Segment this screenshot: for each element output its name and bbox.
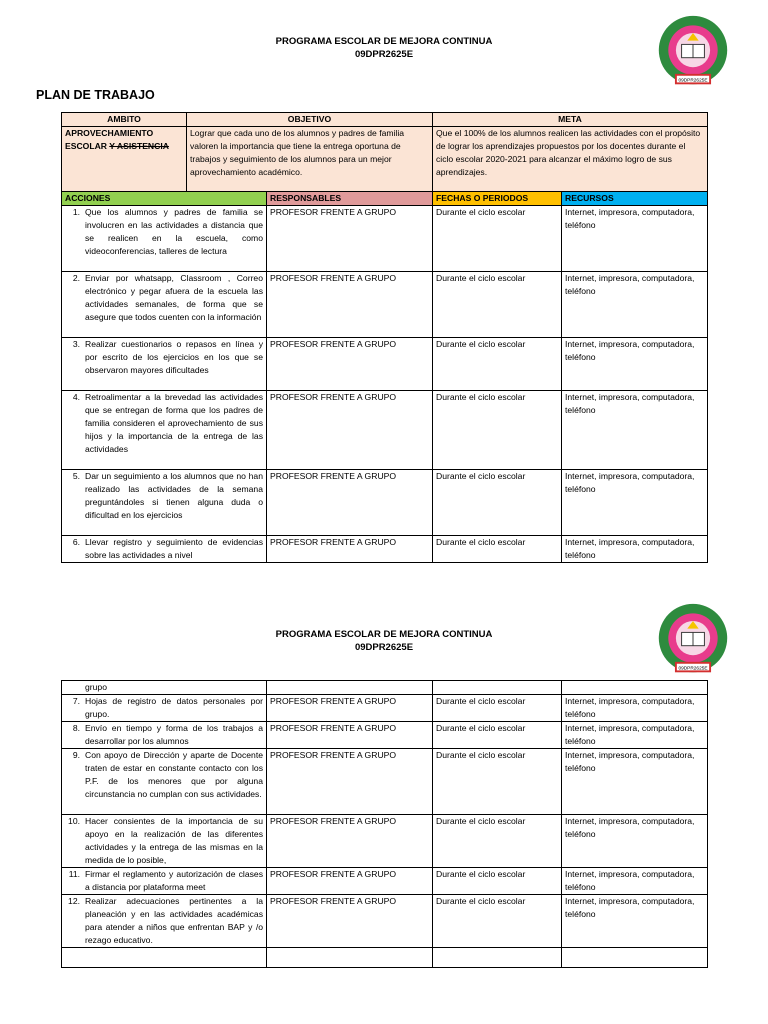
- meta-cell: Que el 100% de los alumnos realicen las actividades con el propósito de lograr los aprendizajes propuestos por los docentes durante el ciclo escolar 2020-2021 para alcanzar el máximo logro de sus aprendizajes.: [433, 127, 708, 192]
- action-number: 2.: [72, 273, 80, 283]
- school-code: 09DPR2625E: [354, 642, 414, 653]
- table-row: [62, 206, 708, 272]
- action-cell: [62, 206, 267, 272]
- recursos-cell: Internet, impresora, computadora, teléfono: [562, 722, 708, 749]
- responsable-cell: PROFESOR FRENTE A GRUPO: [267, 695, 433, 722]
- recursos-cell: Internet, impresora, computadora, teléfono: [562, 391, 708, 470]
- meta-header: META: [433, 113, 708, 127]
- action-text: Con apoyo de Dirección y aparte de Docente traten de estar en constante contacto con los P.F. de los menores que por alguna circunstancia no cumplan con sus actividades.: [85, 750, 263, 799]
- action-number: 6.: [72, 537, 80, 547]
- ambito-row: [62, 127, 708, 192]
- action-cell: [62, 536, 267, 563]
- objetivo-cell: Lograr que cada uno de los alumnos y padres de familia valoren la importancia que tiene la entrega oportuna de trabajos y seguimiento de los alumnos para un mejor aprovechamiento académico.: [187, 127, 433, 192]
- action-cell: [62, 391, 267, 470]
- ambito-struck-text: Y ASISTENCIA: [109, 141, 169, 151]
- recursos-cell: Internet, impresora, computadora, teléfono: [562, 536, 708, 563]
- header-row: [62, 113, 708, 127]
- responsable-cell: PROFESOR FRENTE A GRUPO: [267, 536, 433, 563]
- table-row: [62, 815, 708, 868]
- school-code: 09DPR2625E: [354, 49, 414, 60]
- responsable-cell: PROFESOR FRENTE A GRUPO: [267, 470, 433, 536]
- action-text: Envío en tiempo y forma de los trabajos a desarrollar por los alumnos: [85, 723, 263, 746]
- recursos-header: RECURSOS: [562, 192, 708, 206]
- objetivo-header: OBJETIVO: [187, 113, 433, 127]
- work-plan-table: [61, 112, 708, 563]
- recursos-cell: Internet, impresora, computadora, teléfono: [562, 695, 708, 722]
- action-text: Retroalimentar a la brevedad las actividades que se entregan de forma que los padres de familia consideren el aprovechamiento de sus hijos y la importancia de la entrega de las actividades: [85, 392, 263, 454]
- seal-badge-text: 09DPR2625E: [678, 666, 708, 672]
- recursos-cell: Internet, impresora, computadora, teléfono: [562, 895, 708, 948]
- table-row: [62, 868, 708, 895]
- table-row: [62, 895, 708, 948]
- page-2: [0, 590, 768, 1024]
- table-row: [62, 536, 708, 563]
- table-row: [62, 749, 708, 815]
- fecha-cell: Durante el ciclo escolar: [433, 536, 562, 563]
- action-cell: [62, 722, 267, 749]
- action-text: Enviar por whatsapp, Classroom , Correo electrónico y pegar afuera de la escuela las actividades semanales, de forma que se asegure que todos cuenten con la información: [85, 273, 263, 322]
- action-number: 4.: [72, 392, 80, 402]
- action-cell: [62, 272, 267, 338]
- responsable-cell: PROFESOR FRENTE A GRUPO: [267, 815, 433, 868]
- action-cell: [62, 895, 267, 948]
- fecha-cell: Durante el ciclo escolar: [433, 695, 562, 722]
- acciones-header: ACCIONES: [62, 192, 267, 206]
- recursos-cell: Internet, impresora, computadora, teléfono: [562, 206, 708, 272]
- action-text: Realizar cuestionarios o repasos en línea y por escrito de los ejercicios en los que se observaron mayores dificultades: [85, 339, 263, 375]
- fecha-cell: Durante el ciclo escolar: [433, 272, 562, 338]
- column-header-row: [62, 192, 708, 206]
- recursos-cell: Internet, impresora, computadora, teléfono: [562, 338, 708, 391]
- fecha-cell: Durante el ciclo escolar: [433, 206, 562, 272]
- fecha-cell: Durante el ciclo escolar: [433, 470, 562, 536]
- action-text: Que los alumnos y padres de familia se involucren en las actividades a distancia que se realicen en la escuela, como videoconferencias, talleres de lectura: [85, 207, 263, 256]
- action-number: 8.: [72, 723, 80, 733]
- table-row: [62, 391, 708, 470]
- action-cell: [62, 681, 267, 695]
- school-seal-logo: [655, 602, 731, 678]
- responsable-cell: PROFESOR FRENTE A GRUPO: [267, 272, 433, 338]
- action-cell: [62, 338, 267, 391]
- action-cell: [62, 749, 267, 815]
- recursos-cell: Internet, impresora, computadora, teléfono: [562, 868, 708, 895]
- responsable-cell: PROFESOR FRENTE A GRUPO: [267, 895, 433, 948]
- action-text: Hojas de registro de datos personales por grupo.: [85, 696, 263, 719]
- action-cell: [62, 470, 267, 536]
- table-row: [62, 338, 708, 391]
- action-cell: [62, 815, 267, 868]
- action-text: Realizar adecuaciones pertinentes a la planeación y en las actividades académicas para atender a niños que enfrentan BAP y /o rezago educativo.: [85, 896, 263, 945]
- responsable-cell: PROFESOR FRENTE A GRUPO: [267, 338, 433, 391]
- fecha-cell: Durante el ciclo escolar: [433, 749, 562, 815]
- action-number: 1.: [72, 207, 80, 217]
- school-seal-logo: [655, 14, 731, 90]
- fecha-cell: Durante el ciclo escolar: [433, 338, 562, 391]
- fecha-cell: Durante el ciclo escolar: [433, 391, 562, 470]
- fecha-cell: Durante el ciclo escolar: [433, 868, 562, 895]
- responsable-cell: PROFESOR FRENTE A GRUPO: [267, 749, 433, 815]
- fecha-cell: Durante el ciclo escolar: [433, 895, 562, 948]
- ambito-line1: APROVECHAMIENTO: [65, 128, 154, 138]
- empty-table-row: [62, 948, 708, 968]
- action-number: 5.: [72, 471, 80, 481]
- recursos-cell: Internet, impresora, computadora, teléfono: [562, 470, 708, 536]
- recursos-cell: Internet, impresora, computadora, teléfono: [562, 815, 708, 868]
- action-text: Firmar el reglamento y autorización de clases a distancia por plataforma meet: [85, 869, 263, 892]
- action-number: 11.: [68, 869, 80, 879]
- program-title: PROGRAMA ESCOLAR DE MEJORA CONTINUA: [275, 36, 493, 47]
- table-row: [62, 272, 708, 338]
- action-cell: [62, 868, 267, 895]
- responsable-cell: PROFESOR FRENTE A GRUPO: [267, 391, 433, 470]
- seal-badge-text: 09DPR2625E: [678, 78, 708, 84]
- action-number: 12.: [68, 896, 80, 906]
- fecha-cell: Durante el ciclo escolar: [433, 722, 562, 749]
- action-text: Dar un seguimiento a los alumnos que no han realizado las actividades de la semana preguntándoles si tienen alguna duda o dificultad en los ejercicios: [85, 471, 263, 520]
- ambito-header: AMBITO: [62, 113, 187, 127]
- fecha-cell: Durante el ciclo escolar: [433, 815, 562, 868]
- work-plan-table-continued: [61, 680, 708, 968]
- action-number: 10.: [68, 816, 80, 826]
- responsable-cell: PROFESOR FRENTE A GRUPO: [267, 722, 433, 749]
- action-text: Hacer consientes de la importancia de su apoyo en la realización de las diferentes actividades y la entrega de las mismas en la medida de lo posible,: [85, 816, 263, 865]
- ambito-cell: [62, 127, 187, 192]
- table-row: [62, 681, 708, 695]
- responsable-cell: PROFESOR FRENTE A GRUPO: [267, 206, 433, 272]
- action-continuation: grupo: [85, 682, 107, 692]
- document-header: [0, 35, 768, 61]
- ambito-line2: ESCOLAR: [65, 141, 110, 151]
- fechas-header: FECHAS O PERIODOS: [433, 192, 562, 206]
- table-row: [62, 695, 708, 722]
- table-row: [62, 470, 708, 536]
- plan-title: PLAN DE TRABAJO: [36, 88, 155, 102]
- action-text: Llevar registro y seguimiento de evidencias sobre las actividades a nivel: [85, 537, 263, 560]
- responsable-cell: PROFESOR FRENTE A GRUPO: [267, 868, 433, 895]
- document-header: [0, 628, 768, 654]
- responsables-header: RESPONSABLES: [267, 192, 433, 206]
- program-title: PROGRAMA ESCOLAR DE MEJORA CONTINUA: [275, 629, 493, 640]
- action-number: 9.: [72, 750, 80, 760]
- action-number: 7.: [72, 696, 80, 706]
- action-number: 3.: [72, 339, 80, 349]
- recursos-cell: Internet, impresora, computadora, teléfono: [562, 749, 708, 815]
- table-row: [62, 722, 708, 749]
- action-cell: [62, 695, 267, 722]
- recursos-cell: Internet, impresora, computadora, teléfono: [562, 272, 708, 338]
